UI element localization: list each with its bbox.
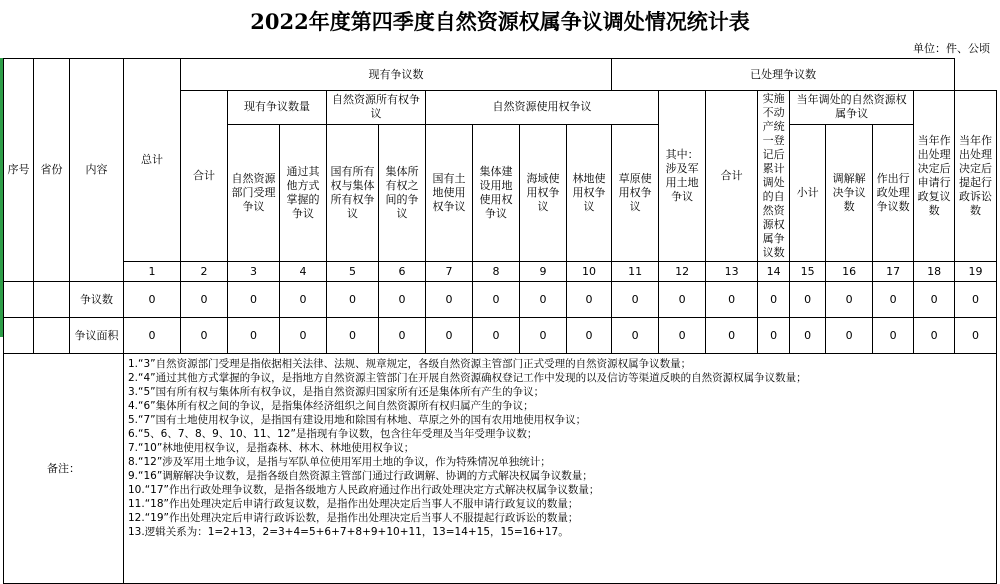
header-col5: 国有所有权与集体所有权争议 xyxy=(327,124,379,261)
note-item: 9.“16”调解解决争议数，是指各级自然资源主管部门通过行政调解、协调的方式解决权属争议数量； xyxy=(128,470,593,482)
note-item: 11.“18”作出处理决定后申请行政复议数，是指作出处理决定后当事人不服申请行政复议的数量； xyxy=(128,498,579,510)
header-col9: 海域使用权争议 xyxy=(520,124,567,261)
data-cell[interactable]: 0 xyxy=(659,318,706,354)
col-number: 13 xyxy=(706,262,758,282)
header-use-right: 自然资源使用权争议 xyxy=(426,91,659,125)
note-item: 1.“3”自然资源部门受理是指依据相关法律、法规、规章规定，各级自然资源主管部门正式受理的自然资源权属争议数量； xyxy=(128,358,692,370)
table-row xyxy=(4,318,997,354)
header-processed-sum: 合计 xyxy=(706,91,758,262)
header-current-year: 当年调处的自然资源权属争议 xyxy=(790,91,914,125)
data-cell[interactable] xyxy=(4,282,34,318)
data-cell[interactable]: 0 xyxy=(612,318,659,354)
data-cell[interactable]: 0 xyxy=(706,318,758,354)
data-cell[interactable]: 0 xyxy=(426,318,473,354)
col-number: 1 xyxy=(124,262,181,282)
data-cell[interactable]: 0 xyxy=(567,282,612,318)
header-col6: 集体所有权之间的争议 xyxy=(379,124,426,261)
header-existing: 现有争议数 xyxy=(181,59,612,91)
col-number: 2 xyxy=(181,262,228,282)
header-col16: 调解解决争议数 xyxy=(826,124,873,261)
data-cell[interactable]: 0 xyxy=(520,282,567,318)
data-cell[interactable]: 0 xyxy=(706,282,758,318)
data-cell[interactable] xyxy=(34,318,70,354)
header-total: 总计 xyxy=(124,59,181,262)
col-number: 7 xyxy=(426,262,473,282)
data-cell[interactable]: 0 xyxy=(873,282,914,318)
data-cell[interactable]: 0 xyxy=(826,282,873,318)
header-content: 内容 xyxy=(70,59,124,282)
col-number: 6 xyxy=(379,262,426,282)
header-lawsuit: 当年作出处理决定后提起行政诉讼数 xyxy=(955,91,997,262)
col-number: 3 xyxy=(228,262,280,282)
data-cell[interactable]: 0 xyxy=(426,282,473,318)
header-existing-count: 现有争议数量 xyxy=(228,91,327,125)
data-cell[interactable] xyxy=(34,282,70,318)
data-cell[interactable]: 0 xyxy=(612,282,659,318)
header-col17: 作出行政处理争议数 xyxy=(873,124,914,261)
note-item: 13.逻辑关系为：1=2+13，2=3+4=5+6+7+8+9+10+11，13=14+15，15=16+17。 xyxy=(128,526,569,538)
data-cell[interactable]: 0 xyxy=(790,318,826,354)
data-cell[interactable]: 0 xyxy=(181,282,228,318)
header-col7: 国有土地使用权争议 xyxy=(426,124,473,261)
data-cell[interactable]: 0 xyxy=(567,318,612,354)
col-number: 15 xyxy=(790,262,826,282)
data-cell[interactable]: 0 xyxy=(955,282,997,318)
col-number: 16 xyxy=(826,262,873,282)
data-cell[interactable]: 0 xyxy=(473,282,520,318)
unit-label: 单位：件、公顷 xyxy=(913,42,990,55)
header-existing-sum: 合计 xyxy=(181,91,228,262)
data-cell[interactable] xyxy=(4,318,34,354)
data-cell[interactable]: 0 xyxy=(124,282,181,318)
header-col8: 集体建设用地使用权争议 xyxy=(473,124,520,261)
data-cell[interactable]: 0 xyxy=(826,318,873,354)
header-seq: 序号 xyxy=(4,59,34,282)
col-number: 9 xyxy=(520,262,567,282)
data-cell[interactable]: 0 xyxy=(873,318,914,354)
data-cell[interactable]: 0 xyxy=(790,282,826,318)
row-label[interactable]: 争议数 xyxy=(70,282,124,318)
col-number: 12 xyxy=(659,262,706,282)
data-cell[interactable]: 0 xyxy=(520,318,567,354)
data-cell[interactable]: 0 xyxy=(280,318,327,354)
note-item: 6.“5、6、7、8、9、10、11、12”是指现有争议数，包含往年受理及当年受理争议数； xyxy=(128,428,538,440)
data-cell[interactable]: 0 xyxy=(327,318,379,354)
note-item: 4.“6”集体所有权之间的争议，是指集体经济组织之间自然资源所有权归属产生的争议； xyxy=(128,400,534,412)
header-col4: 通过其他方式掌握的争议 xyxy=(280,124,327,261)
note-item: 8.“12”涉及军用土地争议，是指与军队单位使用军用土地的争议，作为特殊情况单独统计； xyxy=(128,456,551,468)
note-item: 10.“17”作出行政处理争议数，是指各级地方人民政府通过作出行政处理决定方式解决权属争议数量； xyxy=(128,484,600,496)
data-cell[interactable]: 0 xyxy=(124,318,181,354)
data-cell[interactable]: 0 xyxy=(379,318,426,354)
data-cell[interactable]: 0 xyxy=(914,318,955,354)
header-registration: 实施不动产统一登记后累计调处的自然资源权属争议数 xyxy=(758,91,790,262)
data-cell[interactable]: 0 xyxy=(327,282,379,318)
notes-label[interactable]: 备注： xyxy=(4,354,124,584)
data-cell[interactable]: 0 xyxy=(758,318,790,354)
header-ownership: 自然资源所有权争议 xyxy=(327,91,426,125)
row-label[interactable]: 争议面积 xyxy=(70,318,124,354)
col-number: 17 xyxy=(873,262,914,282)
data-cell[interactable]: 0 xyxy=(659,282,706,318)
col-number: 5 xyxy=(327,262,379,282)
col-number: 8 xyxy=(473,262,520,282)
col-number: 4 xyxy=(280,262,327,282)
statistics-table xyxy=(3,58,997,584)
header-province: 省份 xyxy=(34,59,70,282)
data-cell[interactable]: 0 xyxy=(379,282,426,318)
data-cell[interactable]: 0 xyxy=(228,282,280,318)
note-item: 5.“7”国有土地使用权争议，是指国有建设用地和除国有林地、草原之外的国有农用地使用权争议； xyxy=(128,414,587,426)
note-item: 12.“19”作出处理决定后申请行政诉讼数，是指作出处理决定后当事人不服提起行政诉讼的数量； xyxy=(128,512,579,524)
note-item: 7.“10”林地使用权争议，是指森林、林木、林地使用权争议； xyxy=(128,442,415,454)
header-col11: 草原使用权争议 xyxy=(612,124,659,261)
header-review: 当年作出处理决定后申请行政复议数 xyxy=(914,91,955,262)
data-cell[interactable]: 0 xyxy=(280,282,327,318)
col-number: 19 xyxy=(955,262,997,282)
notes-cell[interactable] xyxy=(124,354,997,584)
page-title: 2022年度第四季度自然资源权属争议调处情况统计表 xyxy=(250,9,750,34)
col-number: 14 xyxy=(758,262,790,282)
header-processed: 已处理争议数 xyxy=(612,59,955,91)
table-row xyxy=(4,282,997,318)
data-cell[interactable]: 0 xyxy=(181,318,228,354)
data-cell[interactable]: 0 xyxy=(473,318,520,354)
data-cell[interactable]: 0 xyxy=(914,282,955,318)
header-military: 其中：涉及军用土地争议 xyxy=(659,91,706,262)
col-number: 11 xyxy=(612,262,659,282)
notes-row xyxy=(4,354,997,584)
header-col3: 自然资源部门受理争议 xyxy=(228,124,280,261)
data-cell[interactable]: 0 xyxy=(758,282,790,318)
header-col10: 林地使用权争议 xyxy=(567,124,612,261)
col-number: 10 xyxy=(567,262,612,282)
note-item: 3.“5”国有所有权与集体所有权争议，是指自然资源归国家所有还是集体所有产生的争议； xyxy=(128,386,545,398)
header-col15: 小计 xyxy=(790,124,826,261)
note-item: 2.“4”通过其他方式掌握的争议，是指地方自然资源主管部门在开展自然资源确权登记工作中发现的以及信访等渠道反映的自然资源权属争议数量； xyxy=(128,372,807,384)
data-cell[interactable]: 0 xyxy=(955,318,997,354)
col-number: 18 xyxy=(914,262,955,282)
column-number-row xyxy=(4,262,997,282)
data-cell[interactable]: 0 xyxy=(228,318,280,354)
